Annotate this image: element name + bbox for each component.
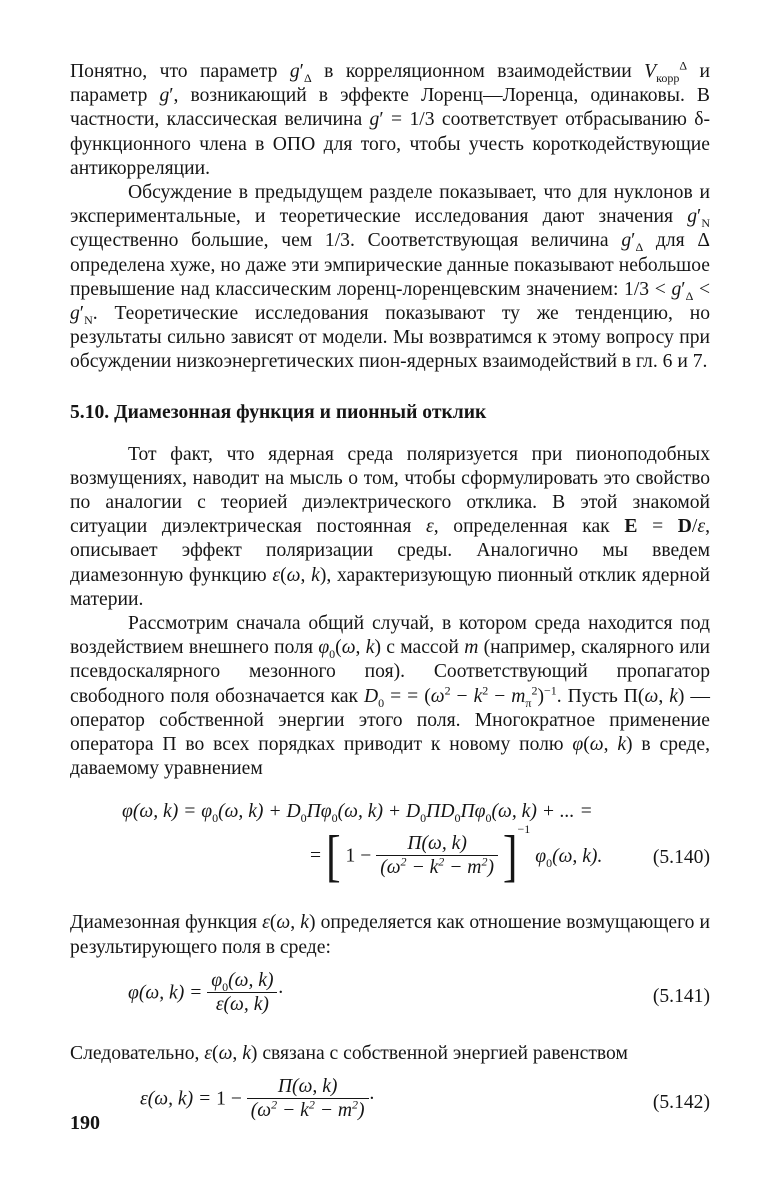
equation-5-142: ε(ω, k) = 1 − $\frac{\Pi(\omega, k)}{(\omega^2 - k^2 - m^2)}$ · (5.142): [140, 1076, 710, 1122]
paragraph-6: Следовательно, ε(ω, k) связана с собственной энергией равенством: [70, 1042, 628, 1064]
equation-number-5-140: (5.140): [652, 847, 710, 869]
equation-5-140-line-2: = [ 1 − $\frac{\Pi(\omega, k)}{(\omega^2 - k^2 - m^2)}$ ]$^{-1}$ $\varphi_0(\omega$, k). (5.140): [310, 822, 710, 889]
equation-number-5-142: (5.142): [652, 1092, 710, 1114]
paragraph-4: Рассмотрим сначала общий случай, в котором среда находится под воздействием внешнего поля $\varphi_0(\omega$, k) с массой m (например, скалярного или псевдоскалярного мезонного поя). Соответствующий пропагатор свободного поля обозначается как $D_0$ = = $(\omega^2 - k^2 - m_\pi^2)^{-1}$. Пусть Π(ω, k) — оператор собственной энергии этого поля. Многократное применение оператора Π во всех порядках приводит к новому полю φ(ω, k) в среде, даваемому уравнением: [70, 613, 710, 780]
page-body: [70, 60, 710, 1132]
paragraph-3: Тот факт, что ядерная среда поляризуется при пионоподобных возмущениях, наводит на мысль о том, чтобы сформулировать это свойство по аналогии с теорией диэлектрического отклика. В этой знакомой ситуации диэлектрическая постоянная ε, определенная как E = D/ε, описывает эффект поляризации среды. Аналогично мы введем диамезонную функцию ε(ω, k), характеризующую пионный отклик ядерной материи.: [70, 443, 711, 610]
equation-number-5-141: (5.141): [652, 985, 710, 1007]
section-heading: 5.10. Диамезонная функция и пионный отклик: [70, 401, 487, 423]
paragraph-5: Диамезонная функция ε(ω, k) определяется как отношение возмущающего и результирующего поля в среде:: [70, 912, 710, 958]
equation-5-140-line-1: φ(ω, $k) = \varphi_0(\omega$, $k) + D_0\Pi\varphi_0(\omega$, $k) + D_0\Pi D_0\Pi\varphi_0(\omega$, k) + ... =: [122, 801, 593, 826]
equation-5-141: φ(ω, k) = $\frac{\varphi_0(\omega, k)}{\varepsilon(\omega, k)}$ · (5.141): [128, 969, 710, 1015]
page-number: 190: [70, 1112, 100, 1134]
paragraph-1: Понятно, что параметр $g'_\Delta$ в корреляционном взаимодействии $V_{корр}^\Delta$ и параметр g′, возникающий в эффекте Лоренц—Лоренца, одинаковы. В частности, классическая величина g′ = 1/3 соответствует отбрасыванию δ-функционного члена в ОПО для того, чтобы учесть короткодействующие антикорреляции.: [70, 58, 710, 179]
paragraph-2: Обсуждение в предыдущем разделе показывает, что для нуклонов и экспериментальные, и теоретические исследования дают значения $g'_N$ существенно большие, чем 1/3. Соответствующая величина $g'_\Delta$ для Δ определена хуже, но даже эти эмпирические данные показывают небольшое превышение над классическим лоренц-лоренцевским значением: $1/3 < g'_\Delta < g'_N$. Теоретические исследования показывают ту же тенденцию, но результаты сильно зависят от модели. Мы возвратимся к этому вопросу при обсуждении низкоэнергетических пион-ядерных взаимодействий в гл. 6 и 7.: [70, 182, 710, 373]
